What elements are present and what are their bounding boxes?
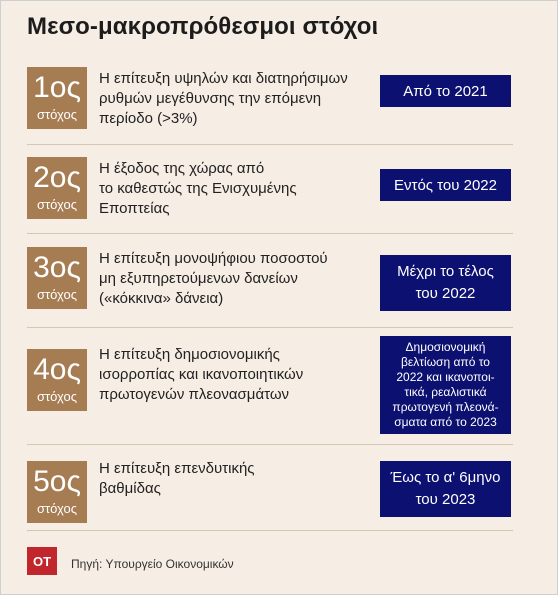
goal-target-box (380, 461, 511, 517)
goal-label: στόχος (36, 501, 77, 516)
target-text: του 2022 (415, 285, 476, 302)
row-divider (27, 530, 513, 531)
desc-line: Η επίτευξη υψηλών και διατηρήσιμων (99, 70, 348, 87)
target-text: Δημοσιονομική (405, 340, 486, 354)
goal-description (99, 249, 369, 309)
desc-line: Η έξοδος της χώρας από (99, 160, 265, 177)
goal-description (99, 459, 369, 499)
target-text: πρωτογενή πλεονά- (392, 400, 499, 414)
target-text: βελτίωση από το (401, 355, 490, 369)
goal-description (99, 159, 369, 219)
goal-ordinal: 4ος (33, 353, 81, 386)
target-text: Έως το α' 6μηνο (390, 469, 501, 486)
target-text: Μέχρι το τέλος (397, 263, 494, 280)
goal-target-box (380, 75, 511, 107)
goal-ordinal: 1ος (33, 71, 81, 104)
goal-label: στόχος (36, 197, 77, 212)
desc-line: Η επίτευξη επενδυτικής (99, 460, 255, 477)
goal-description (99, 345, 369, 405)
goal-target-box (380, 169, 511, 201)
desc-line: («κόκκινα» δάνεια) (99, 290, 224, 307)
goal-target-box (380, 255, 511, 311)
goal-label: στόχος (36, 287, 77, 302)
goal-ordinal: 3ος (33, 251, 81, 284)
goal-number-badge (27, 157, 87, 219)
goal-number-badge (27, 247, 87, 309)
source-note: Πηγή: Υπουργείο Οικονομικών (71, 557, 234, 571)
target-text: Εντός του 2022 (394, 176, 497, 194)
target-text: του 2023 (415, 491, 476, 508)
target-text: τικά, ρεαλιστικά (404, 385, 487, 399)
desc-line: Η επίτευξη δημοσιονομικής (99, 346, 280, 363)
desc-line: περίοδο (>3%) (99, 110, 198, 127)
goal-label: στόχος (36, 389, 77, 404)
goal-target-box (380, 336, 511, 434)
desc-line: μη εξυπηρετούμενων δανείων (99, 270, 298, 287)
target-text: 2022 και ικανοποι- (396, 370, 495, 384)
target-text: σματα από το 2023 (394, 415, 497, 429)
goal-ordinal: 2ος (33, 161, 81, 194)
desc-line: ρυθμών μεγέθυνσης την επόμενη (99, 90, 322, 107)
page-title: Μεσο-μακροπρόθεσμοι στόχοι (27, 13, 379, 40)
desc-line: ισορροπίας και ικανοποιητικών (99, 366, 304, 383)
desc-line: βαθμίδας (99, 480, 161, 497)
row-divider (27, 144, 513, 145)
goal-ordinal: 5ος (33, 465, 81, 498)
row-divider (27, 233, 513, 234)
goal-label: στόχος (36, 107, 77, 122)
brand-logo: ΟΤ (27, 547, 57, 575)
row-divider (27, 327, 513, 328)
goal-number-badge (27, 461, 87, 523)
goal-number-badge (27, 67, 87, 129)
desc-line: το καθεστώς της Ενισχυμένης (99, 180, 297, 197)
desc-line: πρωτογενών πλεονασμάτων (99, 386, 290, 403)
goal-number-badge (27, 349, 87, 411)
desc-line: Εποπτείας (99, 200, 170, 217)
row-divider (27, 444, 513, 445)
desc-line: Η επίτευξη μονοψήφιου ποσοστού (99, 250, 328, 267)
goal-description (99, 69, 369, 129)
target-text: Από το 2021 (403, 82, 488, 100)
